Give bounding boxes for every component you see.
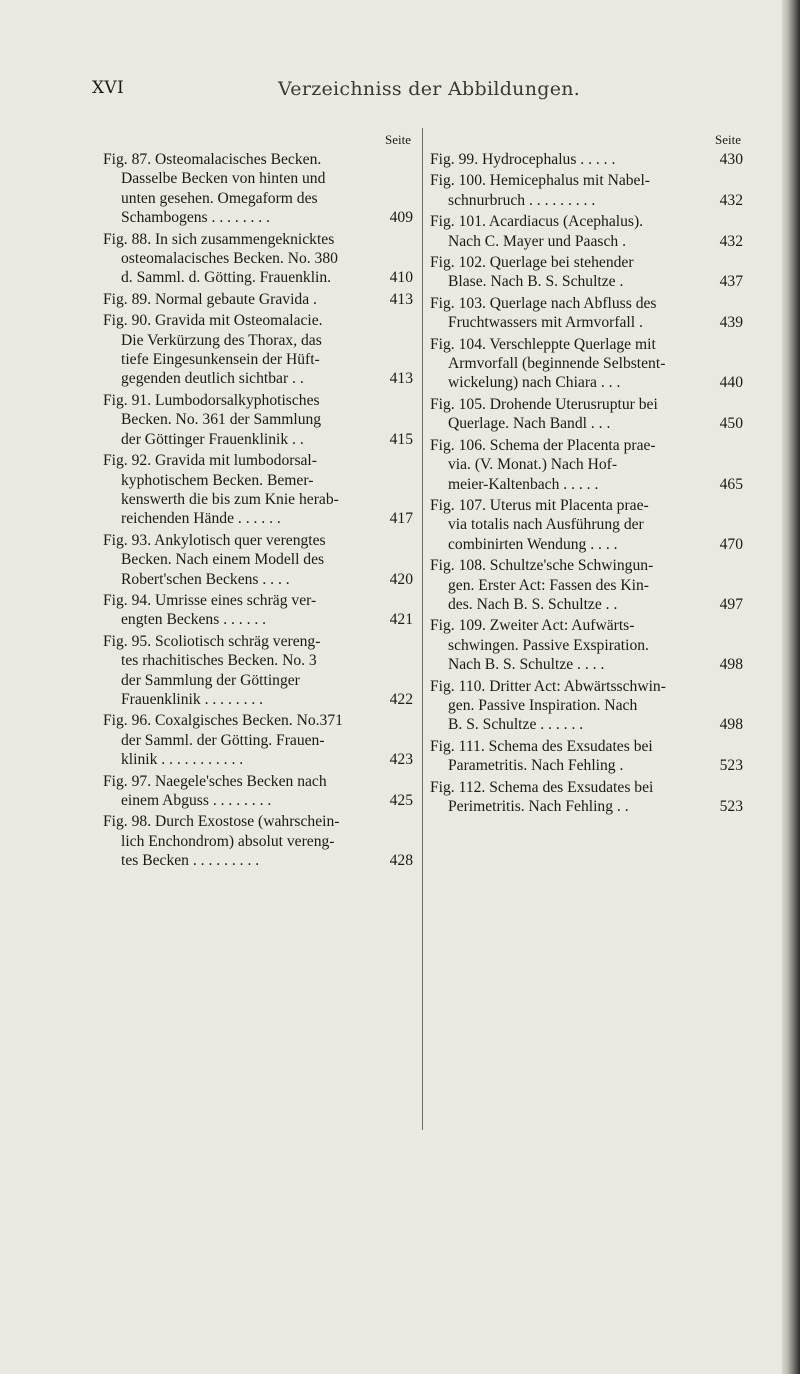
figure-entry bbox=[103, 311, 413, 389]
entry-line: Fig. 94. Umrisse eines schräg ver- bbox=[103, 591, 317, 609]
entry-line: Fruchtwassers mit Armvorfall . bbox=[448, 314, 643, 332]
entry-line: Fig. 92. Gravida mit lumbodorsal- bbox=[103, 452, 317, 470]
entry-line: klinik . . . . . . . . . . . bbox=[121, 751, 244, 769]
entry-line: Die Verkürzung des Thorax, das bbox=[121, 331, 322, 349]
entry-line: tes Becken . . . . . . . . . bbox=[121, 852, 260, 870]
entry-line: reichenden Hände . . . . . . bbox=[121, 510, 281, 528]
entry-line: Fig. 111. Schema des Exsudates bei bbox=[430, 737, 653, 755]
entry-line: tiefe Eingesunkensein der Hüft- bbox=[121, 351, 320, 369]
entry-line: Robert'schen Beckens . . . . bbox=[121, 570, 290, 588]
entry-line: Fig. 112. Schema des Exsudates bei bbox=[430, 778, 654, 796]
figure-entry bbox=[103, 391, 413, 449]
page-ref: 428 bbox=[389, 852, 413, 870]
figure-entry bbox=[430, 616, 743, 674]
entry-line: wickelung) nach Chiara . . . bbox=[448, 374, 621, 392]
entry-line: engten Beckens . . . . . . bbox=[121, 611, 267, 629]
entry-line: Fig. 99. Hydrocephalus . . . . . bbox=[430, 151, 616, 168]
entry-line: Becken. No. 361 der Sammlung bbox=[121, 411, 322, 429]
entry-line: gen. Passive Inspiration. Nach bbox=[448, 696, 638, 714]
page-ref: 423 bbox=[389, 751, 413, 769]
figure-entry bbox=[430, 436, 743, 494]
index-column-right bbox=[430, 132, 743, 818]
entry-line: Fig. 100. Hemicephalus mit Nabel- bbox=[430, 172, 651, 190]
entry-line: Fig. 93. Ankylotisch quer verengtes bbox=[103, 531, 326, 549]
entry-line: einem Abguss . . . . . . . . bbox=[121, 792, 272, 809]
entry-line: Armvorfall (beginnende Selbstent- bbox=[448, 355, 666, 373]
page-ref: 413 bbox=[389, 290, 413, 308]
entry-line: schwingen. Passive Exspiration. bbox=[448, 636, 649, 654]
page-ref: 421 bbox=[389, 611, 413, 629]
entry-line: gen. Erster Act: Fassen des Kin- bbox=[448, 576, 649, 594]
figure-entry bbox=[103, 230, 413, 288]
entry-line: Fig. 89. Normal gebaute Gravida . bbox=[103, 290, 317, 308]
figure-entry bbox=[430, 171, 743, 210]
page-ref: 432 bbox=[719, 232, 743, 250]
figure-entry bbox=[103, 591, 413, 630]
page-ref: 440 bbox=[719, 374, 743, 392]
entry-line: Fig. 109. Zweiter Act: Aufwärts- bbox=[430, 617, 635, 635]
figure-entry bbox=[103, 632, 413, 710]
entry-line: Fig. 98. Durch Exostose (wahrschein- bbox=[103, 813, 340, 831]
entry-line: d. Samml. d. Götting. Frauenklin. bbox=[121, 269, 332, 287]
figure-entry bbox=[103, 772, 413, 811]
figure-entry bbox=[430, 677, 743, 735]
page-ref: 417 bbox=[389, 510, 413, 528]
page-ref: 432 bbox=[719, 191, 743, 209]
seite-label: Seite bbox=[385, 132, 411, 147]
entry-line: der Göttinger Frauenklinik . . bbox=[121, 430, 304, 448]
entry-line: meier-Kaltenbach . . . . . bbox=[448, 475, 599, 493]
entry-line: Nach C. Mayer und Paasch . bbox=[448, 232, 626, 250]
entry-line: Fig. 88. In sich zusammengeknicktes bbox=[103, 230, 335, 248]
running-head bbox=[92, 78, 692, 106]
page-ref: 523 bbox=[719, 798, 743, 815]
entry-line: des. Nach B. S. Schultze . . bbox=[448, 595, 618, 613]
entry-line: Fig. 102. Querlage bei stehender bbox=[430, 254, 634, 272]
entry-line: osteomalacisches Becken. No. 380 bbox=[121, 250, 338, 268]
figure-entry bbox=[430, 556, 743, 614]
entry-line: Fig. 87. Osteomalacisches Becken. bbox=[103, 151, 322, 168]
figure-entry bbox=[103, 290, 413, 309]
figure-entry bbox=[430, 395, 743, 434]
entry-line: der Sammlung der Göttinger bbox=[121, 671, 300, 689]
entry-line: Fig. 110. Dritter Act: Abwärtsschwin- bbox=[430, 677, 666, 695]
page-ref: 410 bbox=[389, 269, 413, 287]
figure-entry bbox=[430, 253, 743, 292]
page-edge bbox=[782, 0, 800, 1374]
entry-line: Schambogens . . . . . . . . bbox=[121, 209, 270, 227]
entry-line: Frauenklinik . . . . . . . . bbox=[121, 690, 264, 708]
figure-entry bbox=[430, 335, 743, 393]
figure-entry bbox=[103, 711, 413, 769]
page-ref: 425 bbox=[389, 792, 413, 809]
entry-line: Fig. 104. Verschleppte Querlage mit bbox=[430, 335, 656, 353]
entry-line: Fig. 106. Schema der Placenta prae- bbox=[430, 436, 656, 454]
page-ref: 498 bbox=[719, 656, 743, 674]
figure-entry bbox=[103, 812, 413, 870]
figure-entry bbox=[430, 778, 743, 817]
entry-line: via. (V. Monat.) Nach Hof- bbox=[448, 456, 618, 474]
page-ref: 420 bbox=[389, 570, 413, 588]
entry-line: Fig. 108. Schultze'sche Schwingun- bbox=[430, 557, 654, 575]
figure-entry bbox=[430, 150, 743, 169]
entry-line: Fig. 96. Coxalgisches Becken. No.371 bbox=[103, 712, 343, 730]
entry-line: tes rhachitisches Becken. No. 3 bbox=[121, 652, 317, 670]
page-ref: 497 bbox=[719, 595, 743, 613]
seite-label: Seite bbox=[715, 132, 741, 147]
entry-line: Fig. 105. Drohende Uterusruptur bei bbox=[430, 395, 658, 413]
figure-entry bbox=[430, 737, 743, 776]
entry-line: gegenden deutlich sichtbar . . bbox=[121, 370, 304, 388]
index-column-left bbox=[103, 132, 413, 873]
page-ref: 437 bbox=[719, 273, 743, 291]
entry-line: Fig. 90. Gravida mit Osteomalacie. bbox=[103, 312, 323, 330]
entry-line: kenswerth die bis zum Knie herab- bbox=[121, 490, 339, 508]
figure-entry bbox=[103, 150, 413, 228]
entry-line: Fig. 103. Querlage nach Abfluss des bbox=[430, 294, 657, 312]
page-ref: 439 bbox=[719, 314, 743, 332]
entry-line: Perimetritis. Nach Fehling . . bbox=[448, 798, 629, 815]
page-ref: 415 bbox=[389, 430, 413, 448]
page-ref: 465 bbox=[719, 475, 743, 493]
entry-line: kyphotischem Becken. Bemer- bbox=[121, 471, 314, 489]
page-ref: 498 bbox=[719, 716, 743, 734]
entry-line: lich Enchondrom) absolut vereng- bbox=[121, 832, 335, 850]
entry-line: Blase. Nach B. S. Schultze . bbox=[448, 273, 624, 291]
figure-entry bbox=[103, 451, 413, 529]
entry-line: Fig. 95. Scoliotisch schräg vereng- bbox=[103, 632, 321, 650]
figure-entry bbox=[430, 294, 743, 333]
page-title: Verzeichniss der Abbildungen. bbox=[278, 78, 581, 100]
page-ref: 422 bbox=[389, 690, 413, 708]
entry-line: Querlage. Nach Bandl . . . bbox=[448, 415, 611, 433]
figure-entry bbox=[103, 531, 413, 589]
entry-line: Nach B. S. Schultze . . . . bbox=[448, 656, 605, 674]
entry-line: Fig. 91. Lumbodorsalkyphotisches bbox=[103, 391, 320, 409]
entry-line: B. S. Schultze . . . . . . bbox=[448, 716, 584, 734]
page-ref: 409 bbox=[389, 209, 413, 227]
entry-line: via totalis nach Ausführung der bbox=[448, 516, 644, 534]
page-ref: 413 bbox=[389, 370, 413, 388]
page-ref: 470 bbox=[719, 535, 743, 553]
entry-line: Dasselbe Becken von hinten und bbox=[121, 170, 326, 188]
entry-line: der Samml. der Götting. Frauen- bbox=[121, 731, 325, 749]
entry-line: unten gesehen. Omegaform des bbox=[121, 189, 318, 207]
page-ref: 450 bbox=[719, 415, 743, 433]
page-ref: 430 bbox=[719, 151, 743, 168]
entry-line: Fig. 107. Uterus mit Placenta prae- bbox=[430, 496, 649, 514]
entry-line: Parametritis. Nach Fehling . bbox=[448, 757, 624, 775]
column-divider bbox=[422, 128, 423, 1130]
figure-entry bbox=[430, 212, 743, 251]
entry-line: Becken. Nach einem Modell des bbox=[121, 551, 325, 569]
entry-line: schnurbruch . . . . . . . . . bbox=[448, 191, 596, 209]
entry-line: Fig. 101. Acardiacus (Acephalus). bbox=[430, 213, 644, 231]
page-number: XVI bbox=[92, 78, 124, 98]
figure-entry bbox=[430, 496, 743, 554]
entry-line: combinirten Wendung . . . . bbox=[448, 535, 618, 553]
entry-line: Fig. 97. Naegele'sches Becken nach bbox=[103, 772, 327, 790]
page-ref: 523 bbox=[719, 757, 743, 775]
